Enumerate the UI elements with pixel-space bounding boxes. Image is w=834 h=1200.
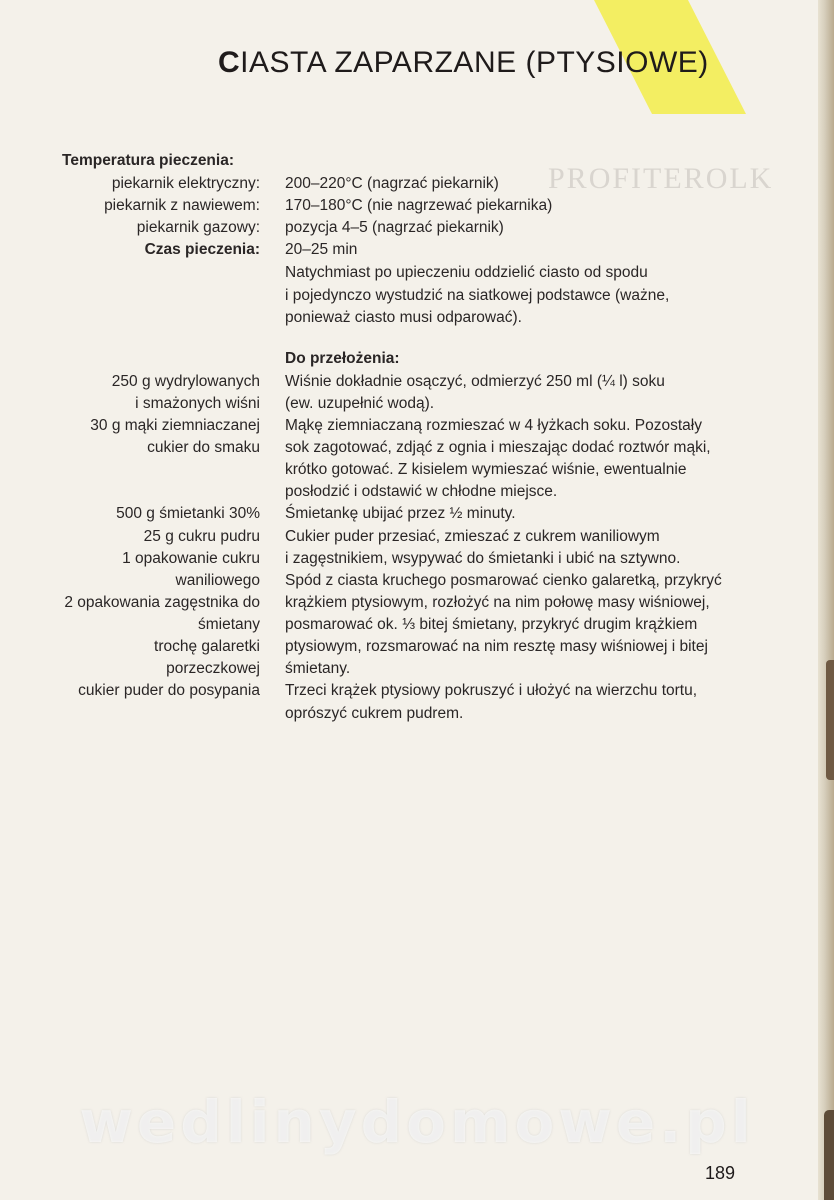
instruction-line: posmarować ok. ⅓ bitej śmietany, przykryć drugim krążkiem — [285, 616, 698, 633]
ingredient-line: i smażonych wiśni — [135, 395, 260, 412]
ingredient-line: 500 g śmietanki 30% — [116, 505, 260, 522]
baking-value-gas: pozycja 4–5 (nagrzać piekarnik) — [285, 219, 504, 236]
instruction-line: (ew. uzupełnić wodą). — [285, 395, 435, 412]
ingredient-line: porzeczkowej — [166, 660, 260, 677]
temperature-heading: Temperatura pieczenia: — [62, 152, 234, 169]
title-initial: C — [218, 46, 241, 79]
ingredient-line: cukier puder do posypania — [78, 682, 260, 699]
ingredient-line: 2 opakowania zagęstnika do — [64, 594, 260, 611]
adjacent-page-edge — [818, 0, 834, 1200]
baking-value-fan: 170–180°C (nie nagrzewać piekarnika) — [285, 197, 553, 214]
baking-value-electric: 200–220°C (nagrzać piekarnik) — [285, 175, 499, 192]
instruction-line: krótko gotować. Z kisielem wymieszać wiśnie, ewentualnie — [285, 461, 687, 478]
instruction-line: sok zagotować, zdjąć z ognia i mieszając dodać roztwór mąki, — [285, 439, 711, 456]
instruction-line: posłodzić i odstawić w chłodne miejsce. — [285, 483, 558, 500]
ingredient-line: cukier do smaku — [147, 439, 260, 456]
ingredient-line: śmietany — [197, 616, 260, 633]
show-through-heading: PROFITEROLK — [548, 162, 774, 195]
filling-heading: Do przełożenia: — [285, 350, 400, 367]
baking-note-line: i pojedynczo wystudzić na siatkowej podstawce (ważne, — [285, 287, 670, 304]
baking-time-value: 20–25 min — [285, 241, 358, 258]
title-rest: IASTA ZAPARZANE (PTYSIOWE) — [240, 46, 709, 79]
instruction-line: ptysiowym, rozsmarować na nim resztę masy wiśniowej i bitej — [285, 638, 708, 655]
watermark: wedlinydomowe.pl — [79, 1088, 755, 1156]
ingredient-line: 30 g mąki ziemniaczanej — [90, 417, 260, 434]
instruction-line: Śmietankę ubijać przez ½ minuty. — [285, 505, 516, 522]
ingredient-line: 25 g cukru pudru — [143, 528, 260, 545]
instruction-line: Mąkę ziemniaczaną rozmieszać w 4 łyżkach soku. Pozostały — [285, 417, 702, 434]
baking-time-label: Czas pieczenia: — [144, 241, 260, 258]
baking-label-gas: piekarnik gazowy: — [136, 219, 260, 236]
instruction-line: Cukier puder przesiać, zmieszać z cukrem waniliowym — [285, 528, 660, 545]
instruction-line: Wiśnie dokładnie osączyć, odmierzyć 250 ml (¼ l) soku — [285, 373, 665, 390]
page-title — [218, 46, 718, 80]
instruction-line: Spód z ciasta kruchego posmarować cienko galaretką, przykryć — [285, 572, 722, 589]
ingredient-line: 1 opakowanie cukru — [122, 550, 260, 567]
baking-label-fan: piekarnik z nawiewem: — [104, 197, 260, 214]
edge-shadow-top — [826, 660, 834, 780]
instruction-line: Trzeci krążek ptysiowy pokruszyć i ułożyć na wierzchu tortu, — [285, 682, 698, 699]
instruction-line: śmietany. — [285, 660, 351, 677]
baking-label-electric: piekarnik elektryczny: — [111, 175, 260, 192]
instruction-line: i zagęstnikiem, wsypywać do śmietanki i ubić na sztywno. — [285, 550, 681, 567]
ingredient-line: trochę galaretki — [154, 638, 260, 655]
ingredient-line: 250 g wydrylowanych — [111, 373, 260, 390]
instruction-line: krążkiem ptysiowym, rozłożyć na nim połowę masy wiśniowej, — [285, 594, 710, 611]
ingredient-line: waniliowego — [175, 572, 260, 589]
baking-note-line: Natychmiast po upieczeniu oddzielić ciasto od spodu — [285, 264, 648, 281]
baking-note-line: ponieważ ciasto musi odparować). — [285, 309, 522, 326]
page-number: 189 — [705, 1163, 736, 1183]
instruction-line: oprószyć cukrem pudrem. — [285, 705, 464, 722]
